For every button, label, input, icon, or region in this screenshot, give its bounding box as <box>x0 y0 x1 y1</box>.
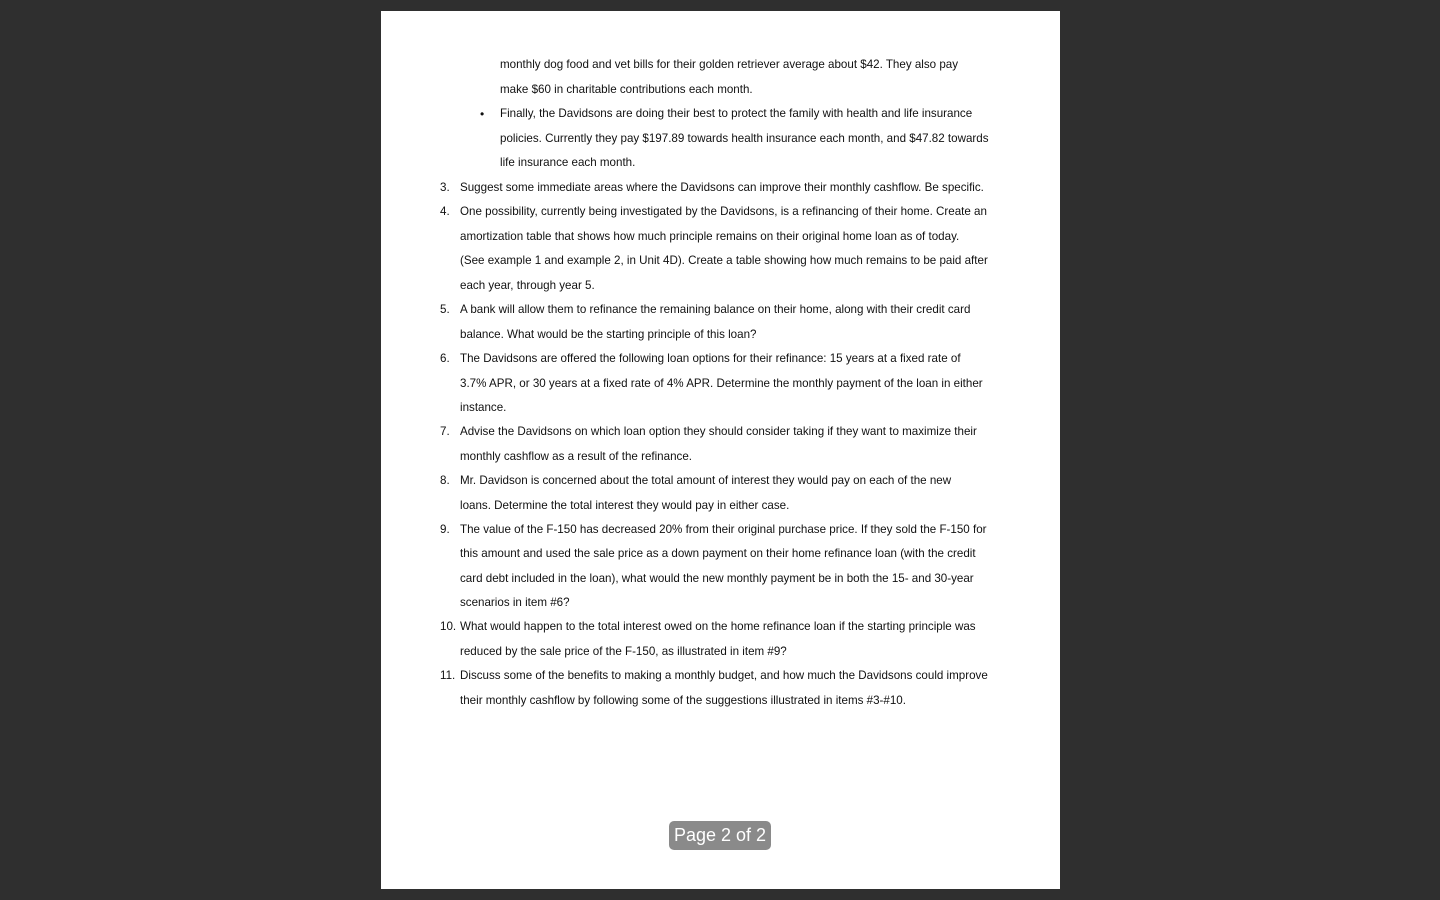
list-item-line: One possibility, currently being investigated by the Davidsons, is a refinancing of their home. Create an <box>460 205 987 218</box>
continuation-line: monthly dog food and vet bills for their golden retriever average about $42. They also pay <box>500 58 959 71</box>
list-item-line: monthly cashflow as a result of the refinance. <box>460 449 692 463</box>
list-item-line: card debt included in the loan), what would the new monthly payment be in both the 15- and 30-year <box>460 571 974 585</box>
bullet-marker: • <box>480 107 485 121</box>
list-item-number: 3. <box>440 180 450 194</box>
list-item-line: reduced by the sale price of the F-150, as illustrated in item #9? <box>460 644 787 658</box>
list-item-number: 9. <box>440 522 450 536</box>
list-item-line: this amount and used the sale price as a down payment on their home refinance loan (with the credit <box>460 547 976 560</box>
bullet-line: policies. Currently they pay $197.89 towards health insurance each month, and $47.82 towards <box>500 131 989 145</box>
bullet-line: Finally, the Davidsons are doing their best to protect the family with health and life insurance <box>500 107 973 120</box>
list-item-line: instance. <box>460 401 507 414</box>
list-item-line: Suggest some immediate areas where the Davidsons can improve their monthly cashflow. Be specific. <box>460 180 984 194</box>
list-item-number: 4. <box>440 205 450 218</box>
list-item-line: The Davidsons are offered the following loan options for their refinance: 15 years at a fixed rate of <box>460 352 961 365</box>
list-item-number: 8. <box>440 474 450 487</box>
list-item-line: balance. What would be the starting principle of this loan? <box>460 327 757 341</box>
list-item-line: A bank will allow them to refinance the remaining balance on their home, along with their credit card <box>460 303 971 316</box>
list-item-line: Discuss some of the benefits to making a monthly budget, and how much the Davidsons could improve <box>460 669 988 682</box>
list-item-line: Advise the Davidsons on which loan option they should consider taking if they want to maximize their <box>460 425 977 438</box>
list-item-number: 7. <box>440 425 450 438</box>
continuation-line: make $60 in charitable contributions each month. <box>500 82 753 96</box>
list-item-line: scenarios in item #6? <box>460 596 570 609</box>
list-item-line: amortization table that shows how much principle remains on their original home loan as of today. <box>460 229 960 243</box>
list-item-line: What would happen to the total interest owed on the home refinance loan if the starting principle was <box>460 620 976 633</box>
list-item-line: Mr. Davidson is concerned about the total amount of interest they would pay on each of the new <box>460 474 952 487</box>
list-item-number: 10. <box>440 620 457 633</box>
list-item-number: 5. <box>440 303 450 316</box>
list-item-line: their monthly cashflow by following some of the suggestions illustrated in items #3-#10. <box>460 693 906 707</box>
list-item-line: each year, through year 5. <box>460 278 595 292</box>
document-page[interactable] <box>381 11 1060 889</box>
list-item-line: The value of the F-150 has decreased 20% from their original purchase price. If they sold the F-150 for <box>460 522 987 536</box>
list-item-line: loans. Determine the total interest they would pay in either case. <box>460 498 790 512</box>
list-item-line: (See example 1 and example 2, in Unit 4D). Create a table showing how much remains to be paid after <box>460 254 988 267</box>
list-item-number: 6. <box>440 352 450 365</box>
page-indicator: Page 2 of 2 <box>669 821 771 850</box>
bullet-line: life insurance each month. <box>500 156 636 169</box>
list-item-line: 3.7% APR, or 30 years at a fixed rate of 4% APR. Determine the monthly payment of the loan in either <box>460 376 983 390</box>
list-item-number: 11. <box>440 669 456 682</box>
